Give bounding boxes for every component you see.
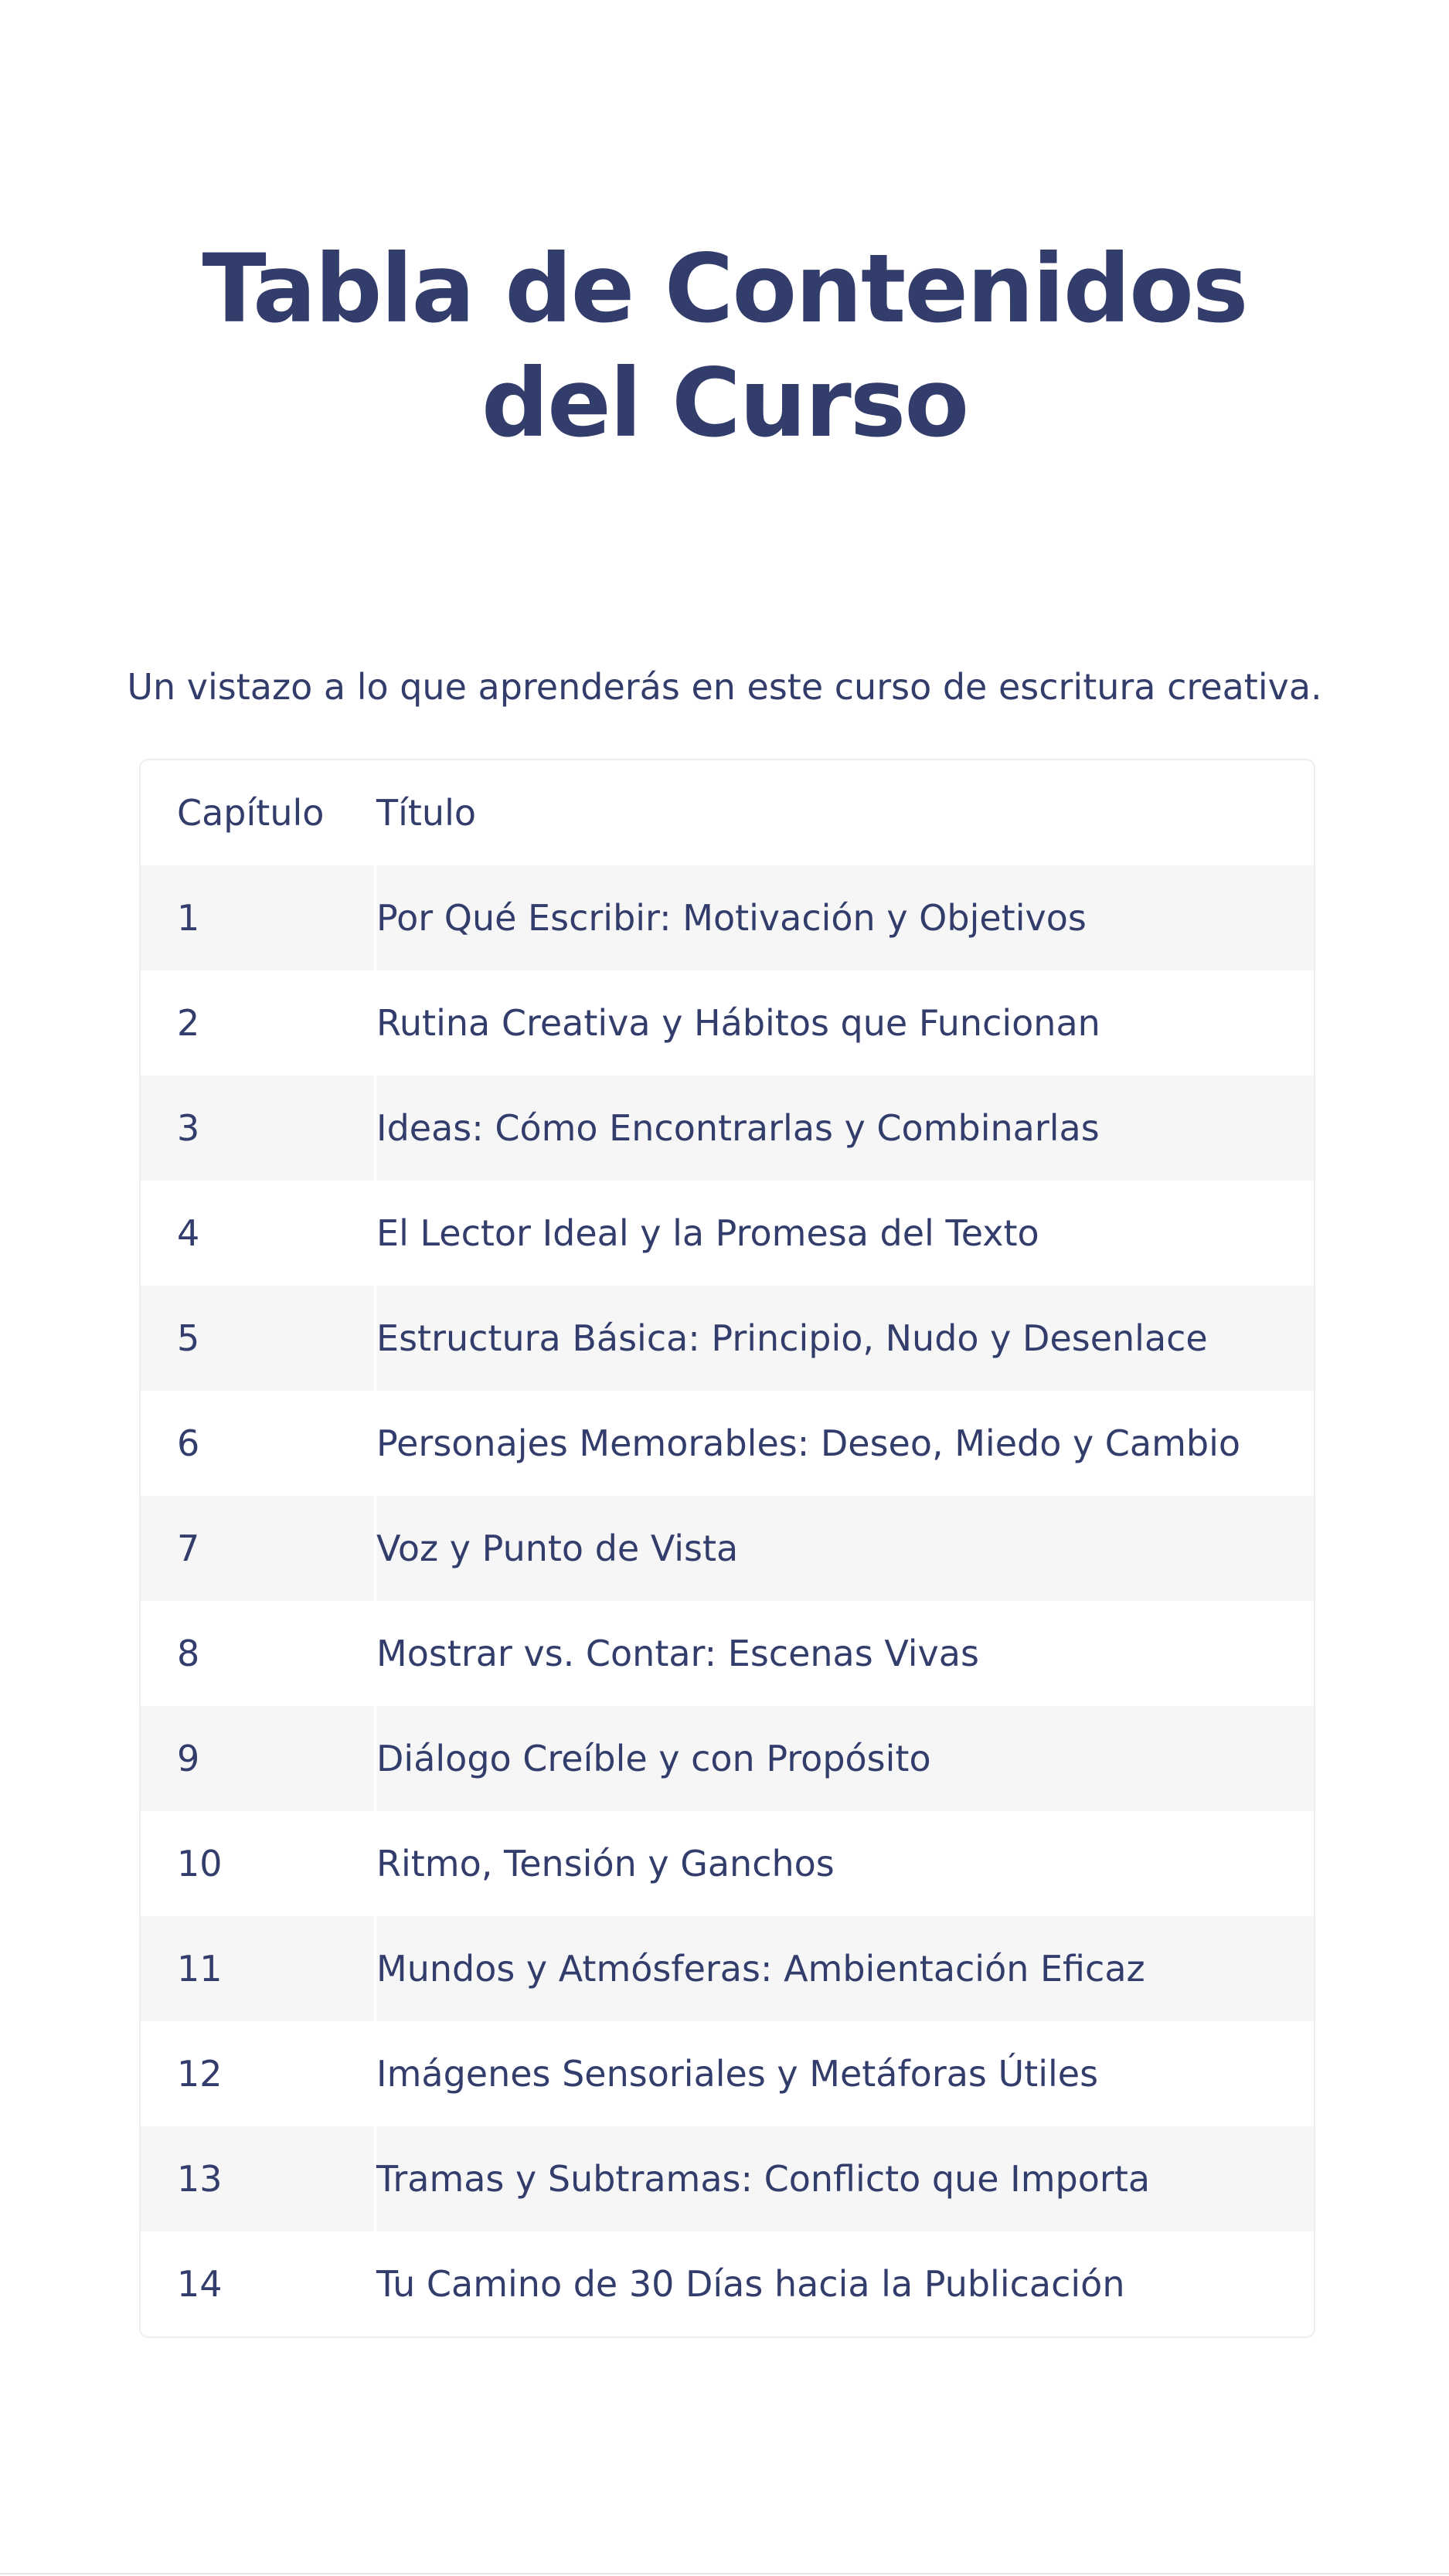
table-row — [141, 1181, 1314, 1286]
chapter-number: 11 — [141, 1916, 376, 2021]
table-row — [141, 1916, 1314, 2021]
chapter-number: 1 — [141, 865, 376, 970]
chapter-number: 6 — [177, 1422, 200, 1464]
table-row — [141, 1811, 1314, 1916]
chapter-title: Por Qué Escribir: Motivación y Objetivos — [376, 897, 1087, 939]
chapter-title: El Lector Ideal y la Promesa del Texto — [376, 1212, 1039, 1254]
toc-table — [139, 759, 1315, 2338]
table-row — [141, 1496, 1314, 1601]
chapter-number: 10 — [177, 1843, 223, 1884]
chapter-number: 5 — [141, 1286, 376, 1391]
chapter-number: 12 — [177, 2053, 223, 2095]
table-row — [141, 1706, 1314, 1811]
chapter-number: 8 — [177, 1633, 200, 1674]
table-row — [141, 970, 1314, 1076]
header-title: Título — [376, 792, 476, 834]
page-subtitle: Un vistazo a lo que aprenderás en este curso de escritura creativa. — [127, 666, 1322, 708]
chapter-number: 13 — [141, 2126, 376, 2231]
table-header-row — [141, 760, 1314, 865]
chapter-title: Personajes Memorables: Deseo, Miedo y Cambio — [376, 1422, 1241, 1464]
table-row — [141, 1076, 1314, 1181]
chapter-title: Estructura Básica: Principio, Nudo y Desenlace — [376, 1317, 1208, 1359]
chapter-title: Mostrar vs. Contar: Escenas Vivas — [376, 1633, 979, 1674]
chapter-title: Mundos y Atmósferas: Ambientación Eficaz — [376, 1948, 1145, 1990]
chapter-number: 2 — [177, 1002, 200, 1044]
chapter-number: 9 — [141, 1706, 376, 1811]
chapter-title: Diálogo Creíble y con Propósito — [376, 1738, 931, 1779]
chapter-number: 7 — [141, 1496, 376, 1601]
table-row — [141, 1601, 1314, 1706]
chapter-title: Rutina Creativa y Hábitos que Funcionan — [376, 1002, 1100, 1044]
chapter-number: 14 — [177, 2263, 223, 2305]
chapter-title: Voz y Punto de Vista — [376, 1528, 739, 1569]
chapter-title: Ideas: Cómo Encontrarlas y Combinarlas — [376, 1107, 1100, 1149]
table-row — [141, 2231, 1314, 2336]
chapter-number: 4 — [177, 1212, 200, 1254]
chapter-title: Tu Camino de 30 Días hacia la Publicación — [376, 2263, 1125, 2305]
chapter-title: Imágenes Sensoriales y Metáforas Útiles — [376, 2053, 1099, 2095]
chapter-title: Tramas y Subtramas: Conflicto que Importa — [376, 2158, 1151, 2200]
header-chapter: Capítulo — [177, 792, 325, 834]
table-row — [141, 1286, 1314, 1391]
table-row — [141, 1391, 1314, 1496]
table-row — [141, 2126, 1314, 2231]
table-row — [141, 865, 1314, 970]
page-title: Tabla de Contenidos del Curso — [202, 234, 1247, 458]
chapter-number: 3 — [141, 1076, 376, 1181]
page-bottom-divider — [0, 2573, 1449, 2574]
chapter-title: Ritmo, Tensión y Ganchos — [376, 1843, 835, 1884]
table-row — [141, 2021, 1314, 2126]
